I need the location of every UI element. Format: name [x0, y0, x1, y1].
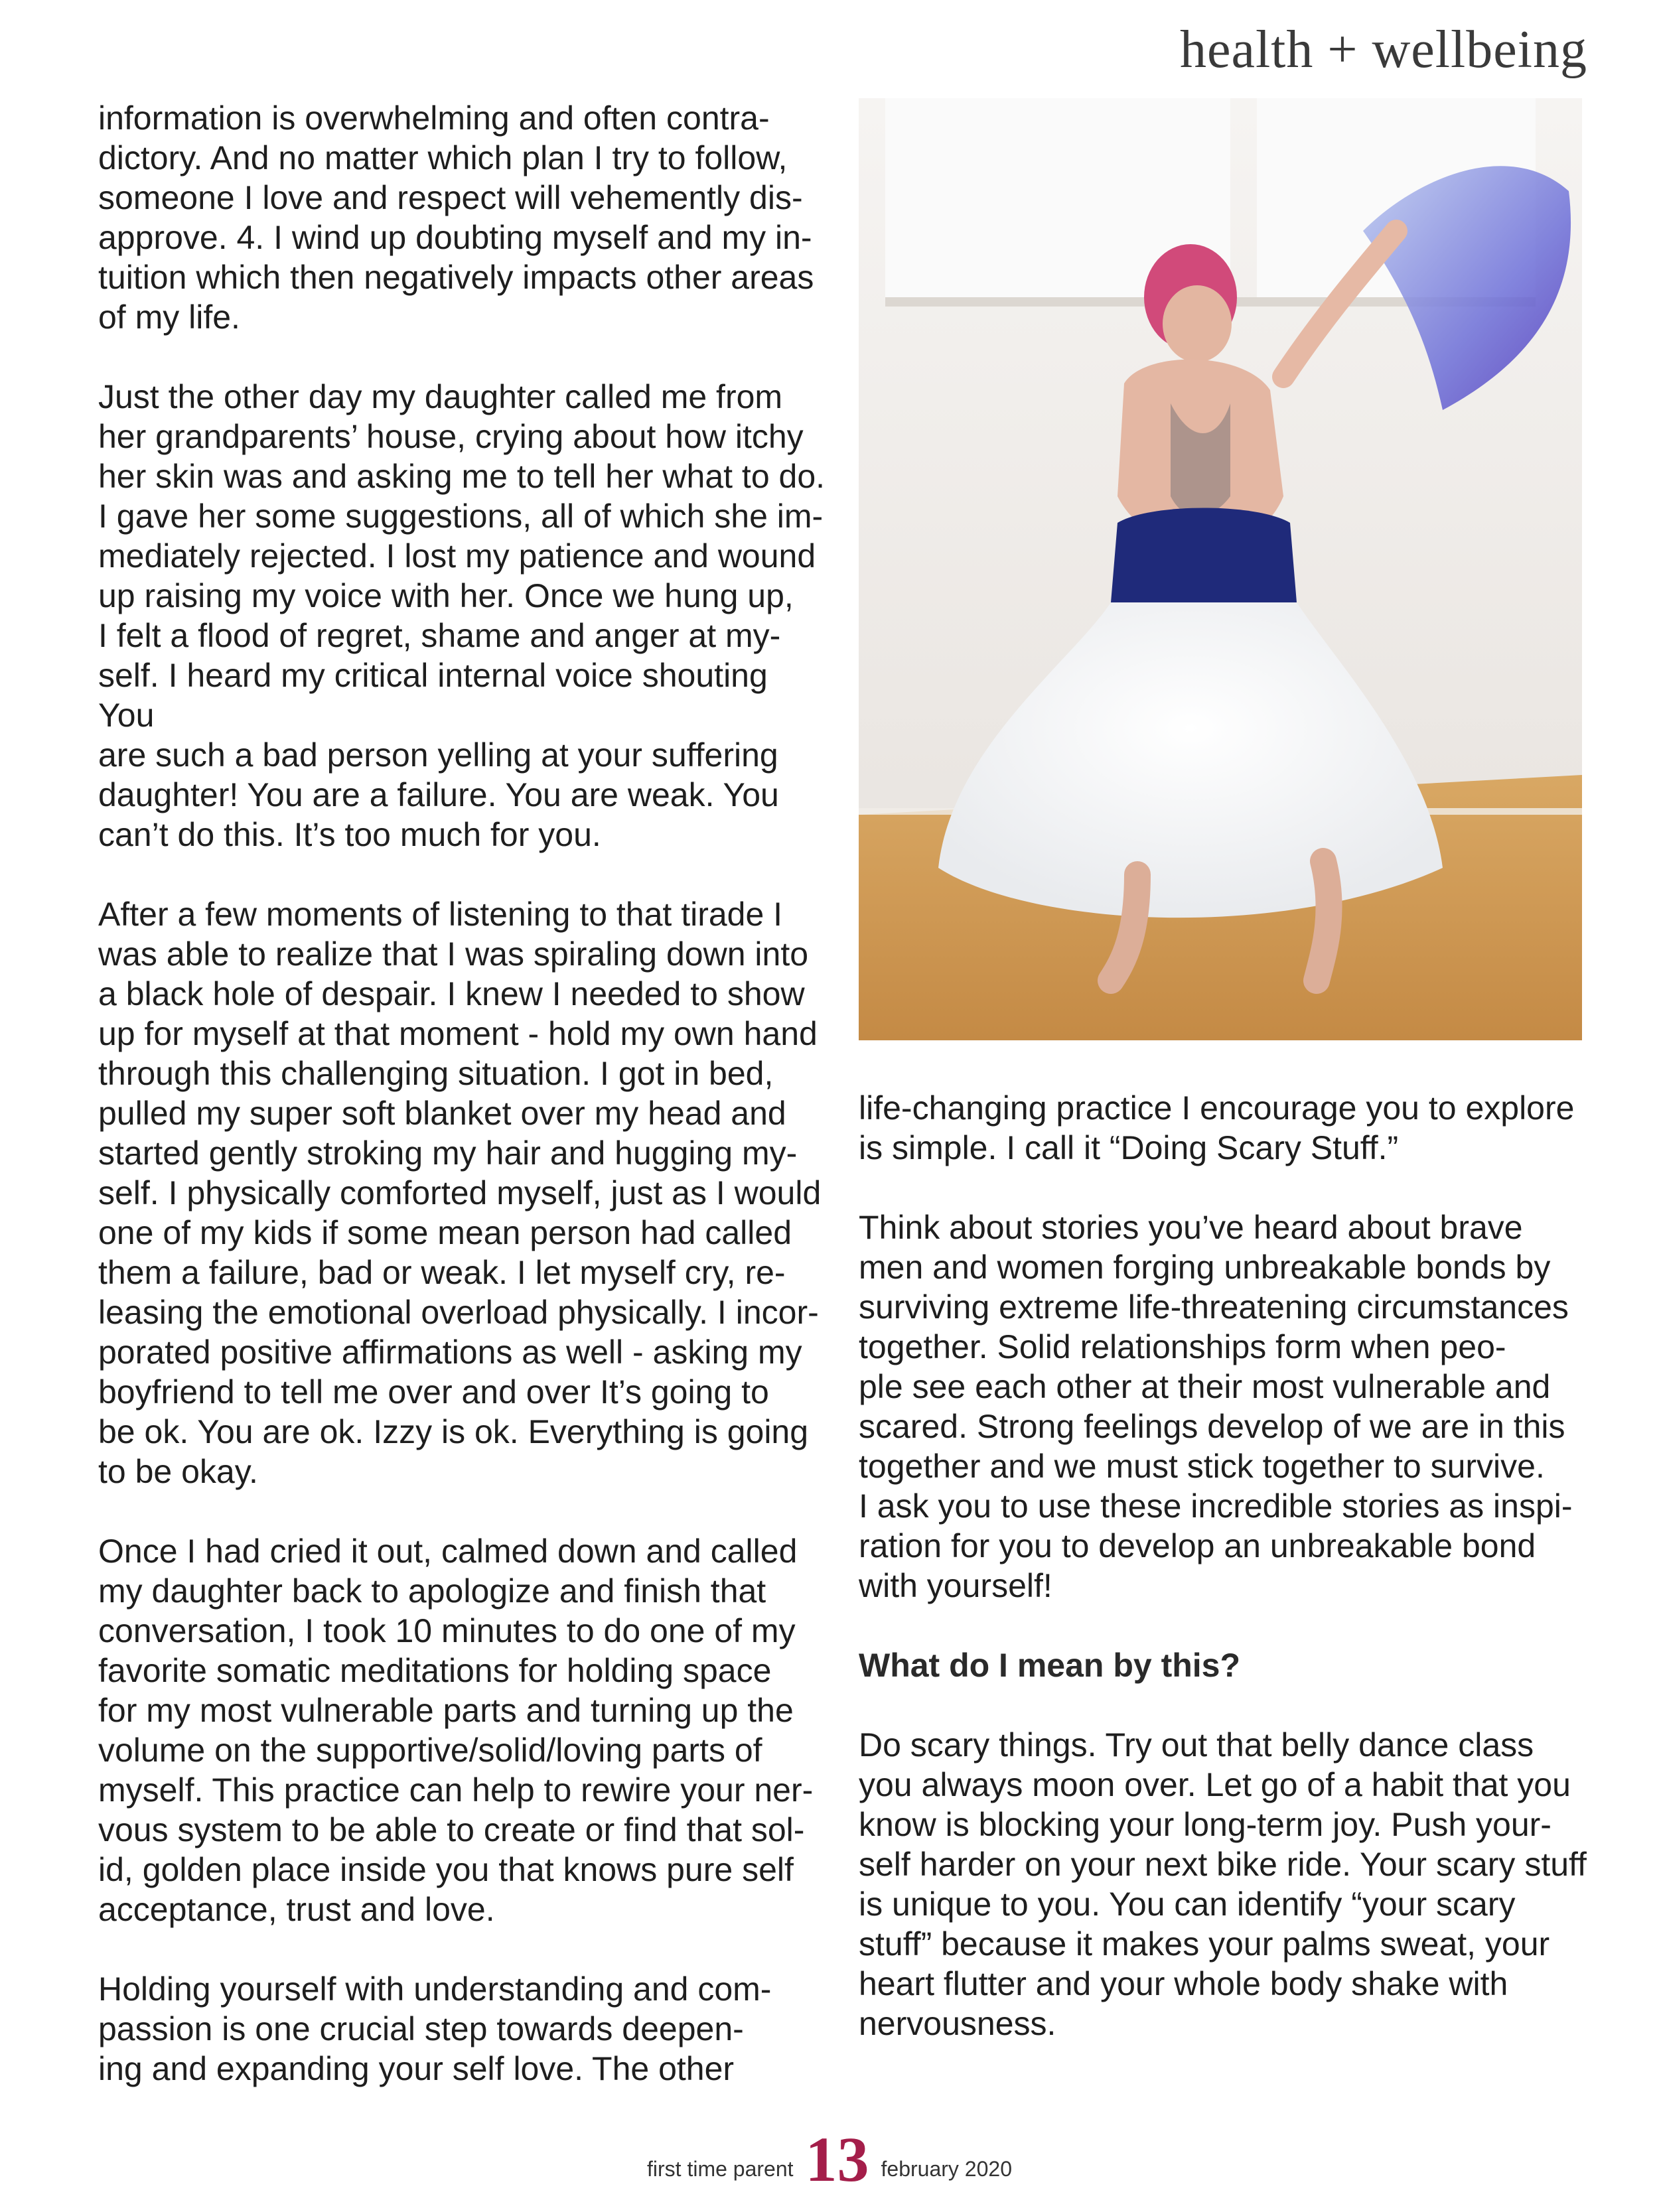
magazine-name: first time parent [647, 2156, 794, 2181]
paragraph: After a few moments of listening to that tirade I was able to realize that I was spiraling down into a black hole of despair. I knew I needed to show up for myself at that moment - hold my own hand through this challenging situation. I got in bed, pulled my super soft blanket over my head and started gently stroking my hair and hugging my- self. I physically comforted myself, just as I would one of my kids if some mean person had called them a failure, bad or weak. I let myself cry, re- leasing the emotional overload physically. I incor- porated positive affirmations as well - asking my boyfriend to tell me over and over It’s going to be ok. You are ok. Izzy is ok. Everything is going to be okay. [98, 896, 822, 1490]
right-column [859, 1088, 1595, 2083]
left-column [98, 98, 828, 2128]
dancer-photo [859, 98, 1582, 1040]
paragraph: Once I had cried it out, calmed down and called my daughter back to apologize and finish that conversation, I took 10 minutes to do one of my favorite somatic meditations for holding space for my most vulnerable parts and turning up the volume on the supportive/solid/loving parts of myself. This practice can help to rewire your ner- vous system to be able to create or find that sol- id, golden place inside you that knows pure self acceptance, trust and love. [98, 1533, 814, 1928]
section-title: health + wellbeing [1179, 21, 1587, 79]
paragraph: life-changing practice I encourage you to explore is simple. I call it “Doing Scary Stuff.” [859, 1089, 1575, 1166]
page-footer [0, 2124, 1659, 2195]
paragraph: Just the other day my daughter called me from her grandparents’ house, crying about how itchy her skin was and asking me to tell her what to do. I gave her some suggestions, all of which she im- mediately rejected. I lost my patience and wound up raising my voice with her. Once we hung up, I felt a flood of regret, shame and anger at my- self. I heard my critical internal voice shouting You are such a bad person yelling at your suffering daughter! You are a failure. You are weak. You can’t do this. It’s too much for you. [98, 378, 826, 853]
issue-date: february 2020 [881, 2156, 1012, 2181]
paragraph: Do scary things. Try out that belly dance class you always moon over. Let go of a habit that you know is blocking your long-term joy. Push your- self harder on your next bike ride. Your scary stuff is unique to you. You can identify “your scary stuff” because it makes your palms sweat, your heart flutter and your whole body shake with nervousness. [859, 1726, 1587, 2042]
paragraph: information is overwhelming and often contra- dictory. And no matter which plan I try to follow, someone I love and respect will vehemently dis- approve. 4. I wind up doubting myself and my in- tuition which then negatively impacts other areas of my life. [98, 100, 814, 336]
page-number: 13 [805, 2124, 869, 2195]
dancer-illustration [859, 98, 1582, 1040]
paragraph: Think about stories you’ve heard about brave men and women forging unbreakable bonds by surviving extreme life-threatening circumstances together. Solid relationships form when peo- ple see each other at their most vulnerable and scared. Strong feelings develop of we are in this together and we must stick together to survive. I ask you to use these incredible stories as inspi- ration for you to develop an unbreakable bond with yourself! [859, 1209, 1573, 1604]
subheading: What do I mean by this? [859, 1647, 1241, 1684]
paragraph: Holding yourself with understanding and com- passion is one crucial step towards deepen- ing and expanding your self love. The other [98, 1970, 772, 2087]
